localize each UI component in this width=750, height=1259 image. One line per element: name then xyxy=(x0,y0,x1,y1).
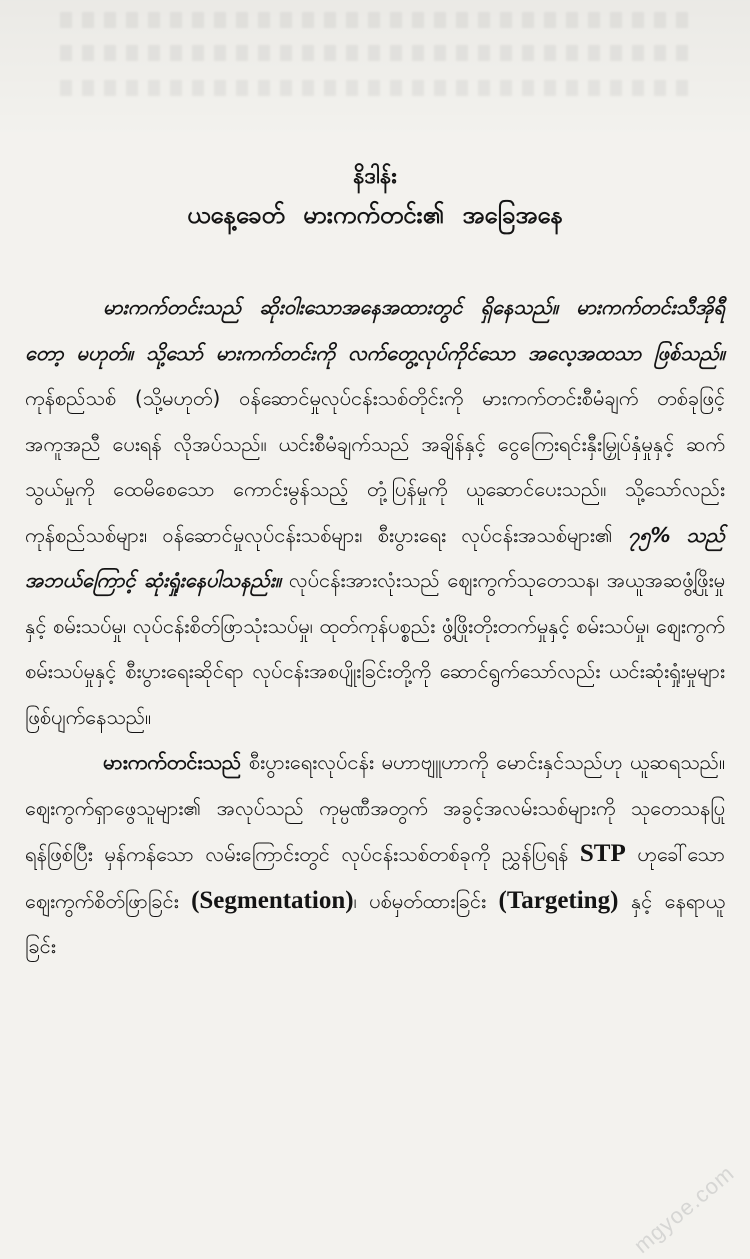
chapter-label: နိဒါန်း xyxy=(353,164,397,189)
paragraph-2-text-c: ၊ ပစ်မှတ်ထားခြင်း xyxy=(353,888,499,913)
paragraph-1 xyxy=(25,285,725,740)
paragraph-1-emphasis: ၇၅% သည် အဘယ်ကြောင့် ဆုံးရှုံးနေပါသနည်း။ xyxy=(25,522,725,592)
paragraph-2-text-d: နှင့် နေရာယူခြင်း xyxy=(25,888,725,958)
paragraph-2-text-a: စီးပွားရေးလုပ်ငန်း မဟာဗျူဟာကို မောင်းနှင်သည်ဟု ယူဆရသည်။ ဈေးကွက်ရှာဖွေသူများ၏ အလုပ်သည် ကုမ္ပဏီအတွက် အခွင့်အလမ်းသစ်များကို သုတေသနပြုရန်ဖြစ်ပြီး မှန်ကန်သော လမ်းကြောင်းတွင် လုပ်ငန်းသစ်တစ်ခုကို ညွှန်ပြရန် xyxy=(25,750,725,866)
segmentation-term: (Segmentation) xyxy=(191,886,354,914)
paragraph-2-lead: မားကက်တင်းသည် xyxy=(103,750,242,774)
body-text xyxy=(25,285,725,970)
paragraph-1-text-a: ကုန်စည်သစ် (သို့မဟုတ်) ဝန်ဆောင်မှုလုပ်ငန်းသစ်တိုင်းကို မားကက်တင်းစီမံချက် တစ်ခုဖြင့် အကူအညီ ပေးရန် လိုအပ်သည်။ ယင်းစီမံချက်သည် အချိန်နှင့် ငွေကြေးရင်းနှီးမြှုပ်နှံမှုနှင့် ဆက်သွယ်မှုကို ထေမိစေသော ကောင်းမွန်သည့် တုံ့ပြန်မှုကို ယူဆောင်ပေးသည်။ သို့သော်လည်း ကုန်စည်သစ်များ၊ ဝန်ဆောင်မှုလုပ်ငန်းသစ်များ၊ စီးပွားရေး လုပ်ငန်းအသစ်များ၏ xyxy=(25,386,725,547)
bleed-through-line xyxy=(60,80,690,96)
paragraph-1-text-b: လုပ်ငန်းအားလုံးသည် ဈေးကွက်သုတေသန၊ အယူအဆဖွံ့ဖြိုးမှုနှင့် စမ်းသပ်မှု၊ လုပ်ငန်းစိတ်ဖြာသုံးသပ်မှု၊ ထုတ်ကုန်ပစ္စည်း ဖွံ့ဖြိုးတိုးတက်မှုနှင့် စမ်းသပ်မှု၊ ဈေးကွက်စမ်းသပ်မှုနှင့် စီးပွားရေးဆိုင်ရာ လုပ်ငန်းအစပျိုးခြင်းတို့ကို ဆောင်ရွက်သော်လည်း ယင်းဆုံးရှုံးမှုများ ဖြစ်ပျက်နေသည်။ xyxy=(25,568,725,729)
stp-term: STP xyxy=(579,840,626,867)
watermark: mgyoe.com xyxy=(629,1160,740,1259)
targeting-term: (Targeting) xyxy=(498,886,619,914)
chapter-title: ယနေ့ခေတ် မားကက်တင်း၏ အခြေအနေ xyxy=(187,201,563,229)
paragraph-1-lead: မားကက်တင်းသည် ဆိုးဝါးသောအနေအထားတွင် ရှိနေသည်။ မားကက်တင်းသီအိုရီတော့ မဟုတ်။ သို့သော် မားကက်တင်းကို လက်တွေ့လုပ်ကိုင်သော အလေ့အထသာ ဖြစ်သည်။ xyxy=(25,295,725,365)
chapter-header xyxy=(0,160,750,236)
paragraph-2 xyxy=(25,740,725,970)
bleed-through-line xyxy=(60,45,690,61)
paragraph-2-text-b: ဟုခေါ်သော ဈေးကွက်စိတ်ဖြာခြင်း xyxy=(25,842,725,913)
bleed-through-line xyxy=(60,12,690,28)
